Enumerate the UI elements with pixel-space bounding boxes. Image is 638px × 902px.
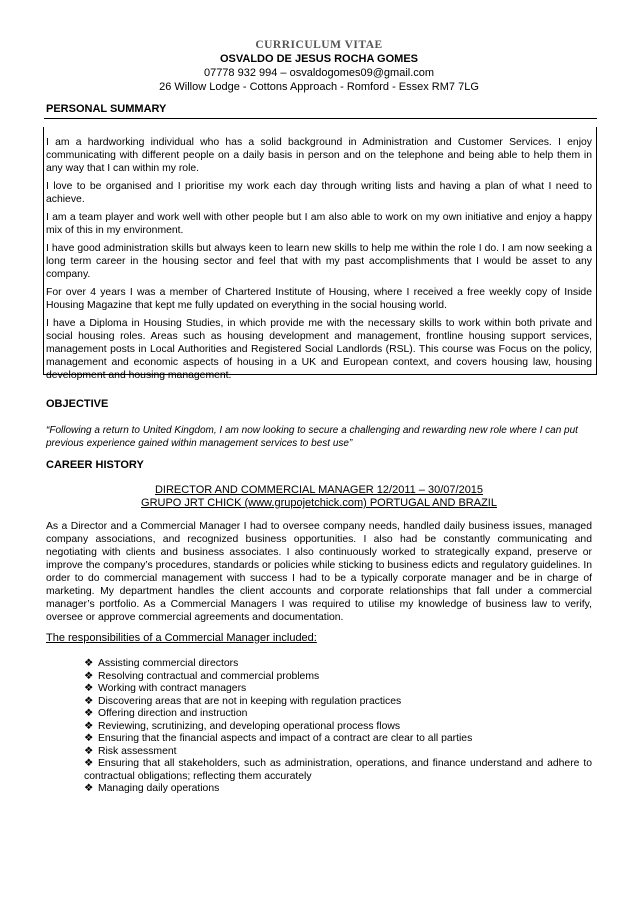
summary-paragraph: For over 4 years I was a member of Chartered Institute of Housing, where I received a free weekly copy of Inside Housing Magazine that kept me fully updated on everything in the social housing world. (46, 287, 592, 311)
responsibilities-list (84, 658, 592, 796)
list-item: ❖ Risk assessment (84, 745, 177, 757)
responsibilities-heading: The responsibilities of a Commercial Manager included: (46, 632, 317, 644)
diamond-bullet-icon: ❖ (84, 670, 94, 682)
document-title: CURRICULUM VITAE (255, 39, 383, 51)
list-item: ❖ Reviewing, scrutinizing, and developing operational process flows (84, 720, 401, 732)
list-item: ❖ Assisting commercial directors (84, 658, 239, 669)
list-item: ❖ Working with contract managers (84, 683, 247, 694)
diamond-bullet-icon: ❖ (84, 708, 94, 719)
objective-heading: OBJECTIVE (46, 398, 109, 410)
job-title: DIRECTOR AND COMMERCIAL MANAGER 12/2011 – 30/07/2015 (154, 484, 484, 496)
summary-paragraph: I am a hardworking individual who has a solid background in Administration and Customer Services. I enjoy communicating with different people on a daily basis in person and on the telephone and being able to help them in any way that I can within my role. (46, 137, 592, 174)
company-name: GRUPO JRT CHICK (www.grupojetchick.com) PORTUGAL AND BRAZIL (141, 497, 497, 509)
summary-paragraph: I have a Diploma in Housing Studies, in which provide me with the necessary skills to work within both private and social housing roles. Areas such as housing development and management, frontline housing support services, management posts in Local Authorities and Registered Social Landlords (RSL). This course was Focus on the policy, management and economic aspects of housing in a UK and European context, and covers housing law, housing development and housing management. (46, 318, 592, 381)
personal-summary-heading: PERSONAL SUMMARY (46, 103, 167, 115)
diamond-bullet-icon: ❖ (84, 683, 94, 694)
section-divider (44, 118, 597, 119)
candidate-name: OSVALDO DE JESUS ROCHA GOMES (219, 53, 419, 65)
list-item: ❖ Resolving contractual and commercial problems (84, 670, 320, 682)
list-item: ❖ Offering direction and instruction (84, 708, 248, 719)
diamond-bullet-icon: ❖ (84, 745, 94, 757)
summary-paragraph: I love to be organised and I prioritise my work each day through writing lists and having a plan of what I need to achieve. (46, 181, 592, 205)
objective-statement: “Following a return to United Kingdom, I am now looking to secure a challenging and rewarding new role where I can put previous experience gained within management services to best use” (46, 425, 578, 449)
diamond-bullet-icon: ❖ (84, 720, 94, 732)
diamond-bullet-icon: ❖ (84, 758, 94, 769)
career-history-heading: CAREER HISTORY (46, 459, 144, 471)
list-item: ❖ Discovering areas that are not in keeping with regulation practices (84, 695, 402, 707)
list-item: ❖ Managing daily operations (84, 783, 220, 794)
address-line: 26 Willow Lodge - Cottons Approach - Romford - Essex RM7 7LG (159, 81, 479, 93)
diamond-bullet-icon: ❖ (84, 658, 94, 669)
summary-paragraph: I have good administration skills but always keen to learn new skills to help me within the role I do. I am now seeking a long term career in the housing sector and feel that with my past accomplishments that I would be asset to any company. (46, 243, 592, 280)
list-item: ❖ Ensuring that all stakeholders, such as administration, operations, and finance understand and adhere to contractual obligations; reflecting them accurately (84, 758, 592, 782)
contact-line: 07778 932 994 – osvaldogomes09@gmail.com (203, 67, 435, 79)
summary-paragraph: I am a team player and work well with other people but I am also able to work on my own initiative and enjoy a happy mix of this in my environment. (46, 212, 592, 236)
job-description: As a Director and a Commercial Manager I had to oversee company needs, handled daily business issues, managed company associations, and recognized business opportunities. I also had be constantly communicating and negotiating with clients and business associates. I also continuously worked to strategically expand, preserve or improve the company’s procedures, standards or policies while sticking to business edicts and regulatory guidelines. In order to do commercial management with success I had to be a typically corporate manager and be in charge of marketing. My department handles the client accounts and corporate relationships that fall under a commercial manager’s portfolio. As a Commercial Managers I was required to utilise my knowledge of business law to verify, oversee or approve commercial agreements and documentation. (46, 521, 592, 623)
diamond-bullet-icon: ❖ (84, 733, 94, 744)
diamond-bullet-icon: ❖ (84, 783, 94, 794)
list-item: ❖ Ensuring that the financial aspects and impact of a contract are clear to all parties (84, 733, 473, 744)
diamond-bullet-icon: ❖ (84, 695, 94, 707)
